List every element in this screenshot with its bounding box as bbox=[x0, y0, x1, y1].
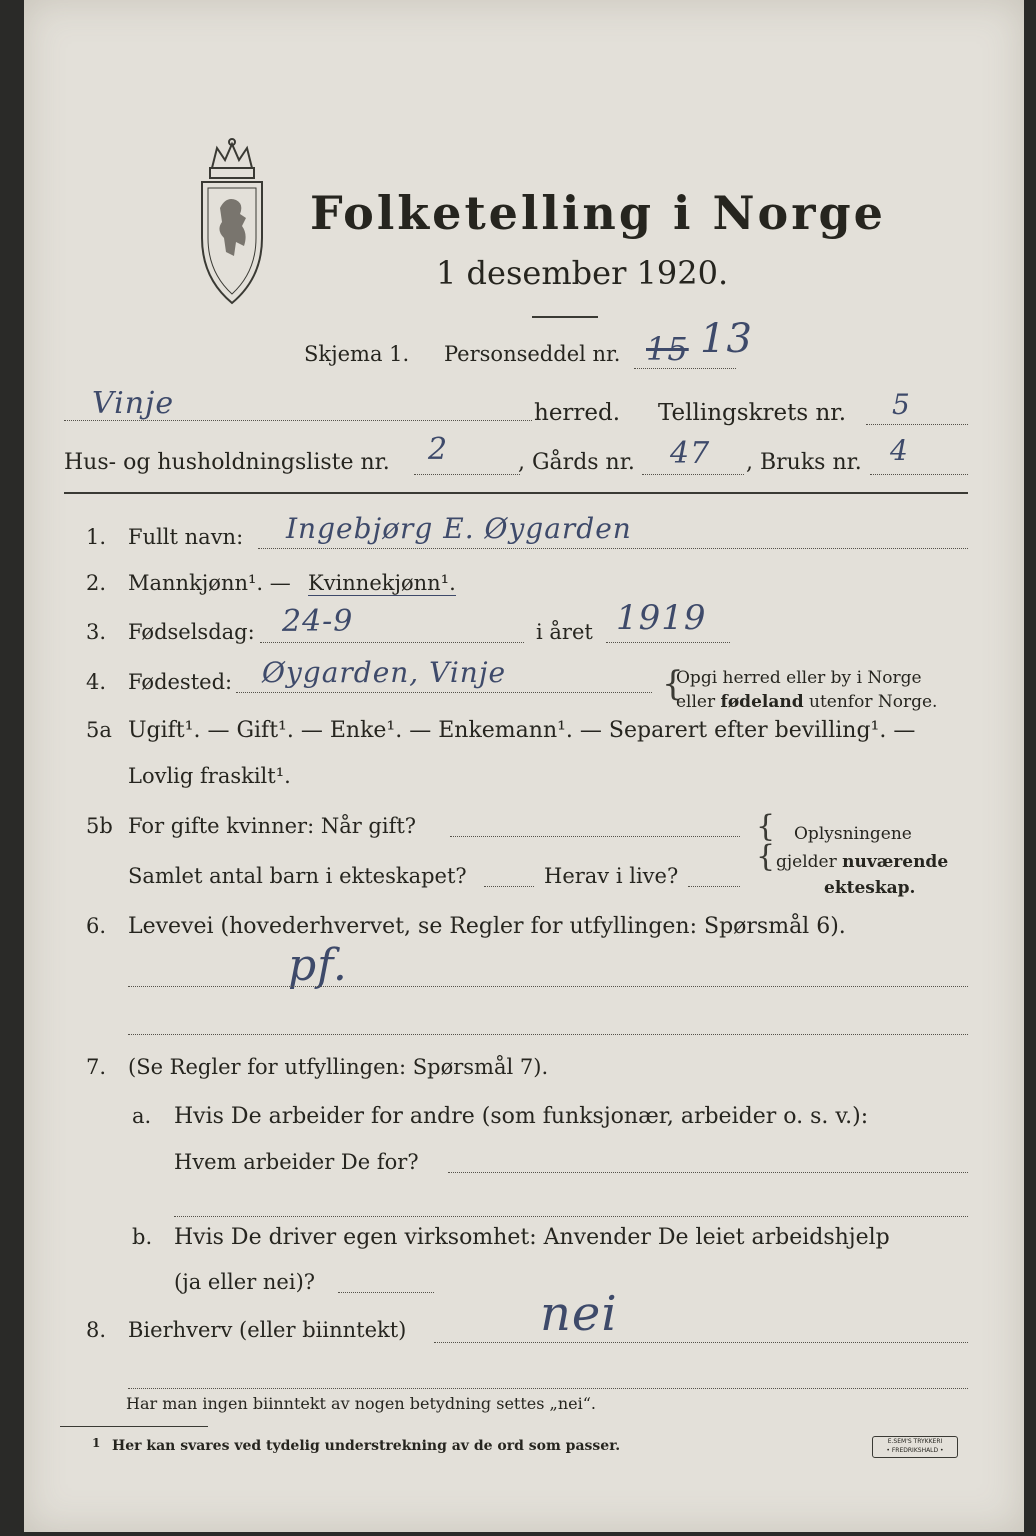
form-title: Folketelling i Norge bbox=[310, 186, 886, 240]
personseddel-value[interactable]: 13 bbox=[700, 316, 753, 362]
q8-number: 8. bbox=[86, 1318, 107, 1342]
employer-field[interactable] bbox=[448, 1172, 968, 1173]
norwegian-coat-of-arms-icon bbox=[192, 138, 272, 310]
section-divider bbox=[64, 492, 968, 494]
side-income-extra-field[interactable] bbox=[128, 1388, 968, 1389]
children-count-field[interactable] bbox=[484, 886, 534, 887]
q5b-alive-label: Herav i live? bbox=[544, 864, 679, 888]
birth-year-value[interactable]: 1919 bbox=[616, 598, 707, 638]
hired-help-field[interactable] bbox=[338, 1292, 434, 1293]
census-form-page bbox=[24, 0, 1024, 1532]
full-name-value[interactable]: Ingebjørg E. Øygarden bbox=[286, 512, 632, 545]
q5b-number: 5b bbox=[86, 814, 113, 838]
personseddel-struck-value: 15 bbox=[646, 330, 689, 368]
q5b-line1: For gifte kvinner: Når gift? bbox=[128, 814, 417, 838]
q6-number: 6. bbox=[86, 914, 107, 938]
skjema-label: Skjema 1. bbox=[304, 342, 410, 366]
q5b-note-line1: Oplysningene bbox=[794, 824, 912, 844]
q4-number: 4. bbox=[86, 670, 107, 694]
q4-note-line2: eller fødeland utenfor Norge. bbox=[676, 692, 938, 712]
gards-label: , Gårds nr. bbox=[518, 450, 635, 475]
title-divider bbox=[532, 316, 598, 318]
employer-extra-field[interactable] bbox=[174, 1216, 968, 1217]
children-alive-field[interactable] bbox=[688, 886, 740, 887]
q5b-note-line2: gjelder nuværende bbox=[776, 852, 949, 872]
printer-stamp: E.SEM'S TRYKKERI • FREDRIKSHALD • bbox=[872, 1436, 958, 1458]
occupation-value[interactable]: pf. bbox=[288, 940, 348, 991]
q3-number: 3. bbox=[86, 620, 107, 644]
male-option[interactable]: Mannkjønn¹. — bbox=[128, 571, 291, 595]
footnote-divider bbox=[60, 1426, 208, 1427]
q7-number: 7. bbox=[86, 1055, 107, 1079]
footnote-text: Her kan svares ved tydelig understrekning av de ord som passer. bbox=[112, 1438, 621, 1454]
marital-status-options[interactable]: Ugift¹. — Gift¹. — Enke¹. — Enkemann¹. — Separert efter bevilling¹. — bbox=[128, 718, 916, 743]
q3-label: Fødselsdag: bbox=[128, 620, 255, 644]
q7b-line1: Hvis De driver egen virksomhet: Anvender De leiet arbeidshjelp bbox=[174, 1225, 890, 1250]
when-married-field[interactable] bbox=[450, 836, 740, 837]
occupation-extra-field[interactable] bbox=[128, 1034, 968, 1035]
side-income-value[interactable]: nei bbox=[540, 1286, 618, 1342]
q7a-line2: Hvem arbeider De for? bbox=[174, 1150, 419, 1174]
q1-label: Fullt navn: bbox=[128, 525, 244, 549]
hus-label: Hus- og husholdningsliste nr. bbox=[64, 450, 390, 475]
q7-label: (Se Regler for utfyllingen: Spørsmål 7). bbox=[128, 1055, 549, 1079]
q8-label: Bierhverv (eller biinntekt) bbox=[128, 1318, 407, 1342]
herred-value[interactable]: Vinje bbox=[92, 386, 175, 421]
brace-symbol: { { bbox=[756, 809, 776, 874]
q4-note-line1: Opgi herred eller by i Norge bbox=[676, 668, 922, 688]
q6-label: Levevei (hovederhvervet, se Regler for utfyllingen: Spørsmål 6). bbox=[128, 914, 846, 939]
birthdate-value[interactable]: 24-9 bbox=[282, 604, 354, 639]
marital-status-divorced[interactable]: Lovlig fraskilt¹. bbox=[128, 764, 291, 788]
q7b-letter: b. bbox=[132, 1225, 153, 1249]
census-date: 1 desember 1920. bbox=[436, 254, 729, 292]
q5b-note-line3: ekteskap. bbox=[824, 878, 916, 898]
tellingskrets-label: Tellingskrets nr. bbox=[658, 400, 847, 426]
female-option-underlined[interactable]: Kvinnekjønn¹. bbox=[308, 571, 456, 595]
q7a-letter: a. bbox=[132, 1104, 152, 1128]
brace-symbol: { bbox=[662, 664, 684, 704]
q7a-line1: Hvis De arbeider for andre (som funksjonær, arbeider o. s. v.): bbox=[174, 1104, 869, 1129]
q1-number: 1. bbox=[86, 525, 107, 549]
q5a-number: 5a bbox=[86, 718, 112, 742]
birthplace-value[interactable]: Øygarden, Vinje bbox=[262, 656, 507, 689]
personseddel-label: Personseddel nr. bbox=[444, 342, 621, 366]
q2-number: 2. bbox=[86, 571, 107, 595]
hus-value[interactable]: 2 bbox=[428, 432, 449, 467]
year-label: i året bbox=[536, 620, 593, 644]
bruks-label: , Bruks nr. bbox=[746, 450, 862, 475]
bruks-value[interactable]: 4 bbox=[890, 434, 909, 467]
tellingskrets-value[interactable]: 5 bbox=[892, 388, 911, 421]
gards-value[interactable]: 47 bbox=[670, 436, 711, 471]
footer-note: Har man ingen biinntekt av nogen betydning settes „nei“. bbox=[126, 1394, 596, 1413]
q7b-line2: (ja eller nei)? bbox=[174, 1270, 316, 1294]
footnote-mark: 1 bbox=[92, 1436, 101, 1450]
herred-label: herred. bbox=[534, 400, 621, 426]
q4-label: Fødested: bbox=[128, 670, 233, 694]
q5b-children-label: Samlet antal barn i ekteskapet? bbox=[128, 864, 467, 888]
